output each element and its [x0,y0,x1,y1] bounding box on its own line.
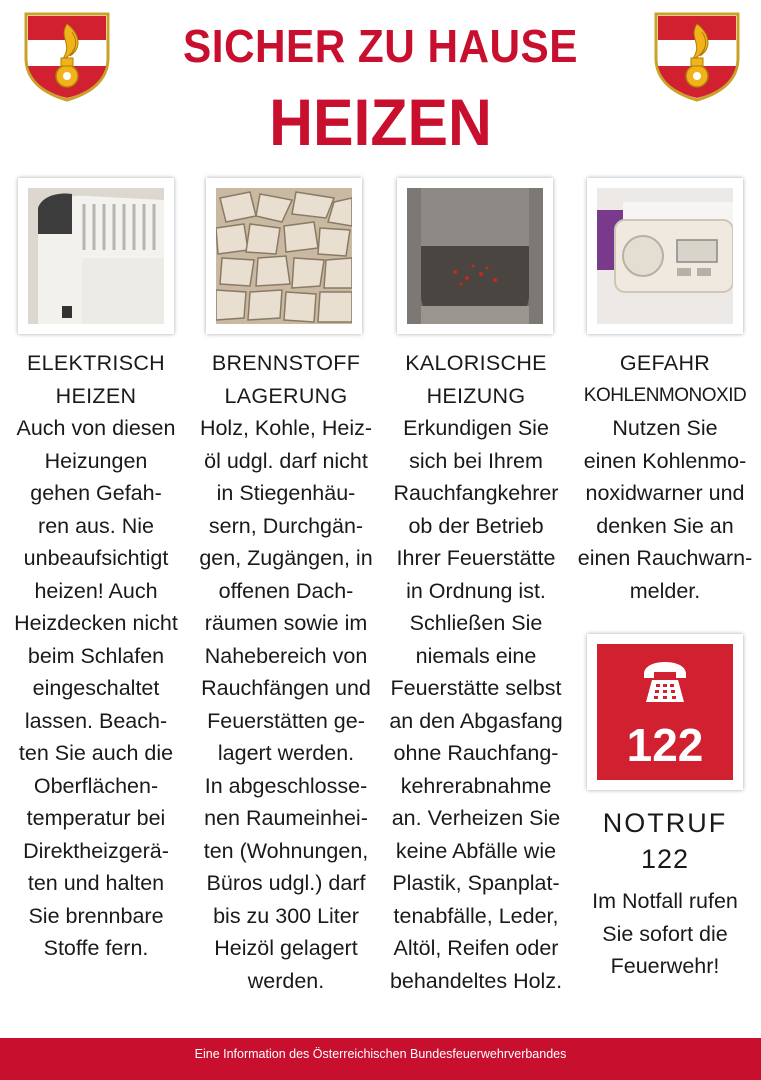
body-line: Feuerstätte selbst [390,676,562,700]
body-line: Plastik, Spanplat- [392,871,560,895]
body-line: ten und halten [27,871,165,895]
footer-text: Eine Information des Österreichischen Bundesfeuerwehrverbandes [194,1047,567,1061]
column-fuel-storage [196,347,376,997]
heading-line: LAGERUNG [224,383,348,408]
body-line: Sie sofort die [602,921,728,946]
page-title-line2: HEIZEN [269,85,492,159]
body-line: Sie brennbare [28,903,164,928]
page-title-line1: SICHER ZU HAUSE [183,20,578,72]
heading-line: HEIZEN [55,383,137,408]
emergency-number-badge [587,634,743,790]
column-heading [196,347,376,412]
emergency-text [575,885,755,983]
column-electric-heating [8,347,184,965]
body-line: Holz, Kohle, Heiz- [199,416,373,440]
column-body [196,412,376,997]
body-line: Feuerstätten ge- [207,708,365,733]
body-line: eingeschaltet [32,676,160,700]
body-line: Heizungen [44,448,148,473]
body-line: an den Abgasfang [389,708,563,733]
telephone-icon [640,660,690,706]
footer-bar [0,1038,761,1080]
photo-electric-heater [18,178,174,334]
body-line: keine Abfälle wie [395,838,557,863]
column-body [575,412,755,607]
body-line: werden. [247,968,325,993]
heading-line: BRENNSTOFF [211,351,361,375]
body-line: Auch von diesen [16,416,176,440]
body-line: gen, Zugängen, in [199,546,373,570]
heading-line: GEFAHR [619,351,711,375]
body-line: Stoffe fern. [43,936,149,960]
photo-firewood [206,178,362,334]
body-line: Ihrer Feuerstätte [396,546,556,570]
body-line: ren aus. Nie [38,513,154,538]
emergency-badge-number: 122 [626,719,704,771]
body-line: ten Sie auch die [18,741,174,765]
body-line: behandeltes Holz. [389,968,563,993]
column-heading [8,347,184,412]
body-line: Direktheizgerä- [23,838,169,863]
body-line: Rauchfangkehrer [393,481,559,505]
body-line: Im Notfall rufen [592,889,738,913]
body-line: an. Verheizen Sie [391,806,561,830]
body-line: nen Raumeinhei- [204,806,368,830]
heading-line: ELEKTRISCH [26,351,165,375]
column-heading [386,347,566,412]
body-line: in Stiegenhäu- [216,481,356,505]
body-line: Nutzen Sie [612,416,718,440]
photo-furnace [397,178,553,334]
body-line: Nahebereich von [204,643,368,668]
heading-line: KALORISCHE [405,351,547,375]
column-caloric-heating [386,347,566,997]
body-line: Altöl, Reifen oder [393,936,559,960]
body-line: niemals eine [415,643,537,668]
body-line: In abgeschlosse- [204,773,368,798]
column-body [8,412,184,965]
body-line: Heizdecken nicht [14,611,178,635]
body-line: sich bei Ihrem [409,448,543,473]
body-line: Schließen Sie [409,611,543,635]
body-line: noxidwarner und [585,481,745,505]
heading-line: HEIZUNG [426,383,526,408]
body-line: offenen Dach- [218,578,354,603]
body-line: in Ordnung ist. [406,578,546,603]
body-line: ohne Rauchfang- [393,741,559,765]
body-line: Feuerwehr! [610,954,720,978]
body-line: unbeaufsichtigt [23,546,169,570]
body-line: beim Schlafen [27,643,165,668]
body-line: denken Sie an [596,513,734,538]
body-line: heizen! Auch [34,578,158,603]
body-line: lassen. Beach- [24,708,168,733]
body-line: ten (Wohnungen, [203,838,369,863]
body-line: ob der Betrieb [408,513,544,538]
body-line: gehen Gefah- [30,481,162,505]
body-line: Heizöl gelagert [214,936,358,960]
photo-co-detector [587,178,743,334]
body-line: kehrerabnahme [400,773,552,798]
column-heading [575,347,755,412]
body-line: temperatur bei [26,806,166,830]
body-line: tenabfälle, Leder, [393,903,559,928]
body-line: sern, Durchgän- [208,513,364,538]
body-line: räumen sowie im [204,611,368,635]
body-line: Büros udgl.) darf [206,871,366,895]
body-line: bis zu 300 Liter [213,903,359,928]
body-line: öl udgl. darf nicht [204,448,368,473]
body-line: Rauchfängen und [201,676,371,700]
body-line: Erkundigen Sie [403,416,549,440]
body-line: Oberflächen- [33,773,159,798]
body-line: einen Rauchwarn- [577,546,753,570]
body-line: einen Kohlenmo- [583,448,747,473]
column-body [386,412,566,997]
heading-line: KOHLENMONOXID [583,384,747,406]
column-carbon-monoxide [575,347,755,607]
emergency-number: 122 [640,844,690,874]
body-line: melder. [629,578,701,603]
emergency-heading: NOTRUF [602,808,728,838]
body-line: lagert werden. [217,741,355,765]
